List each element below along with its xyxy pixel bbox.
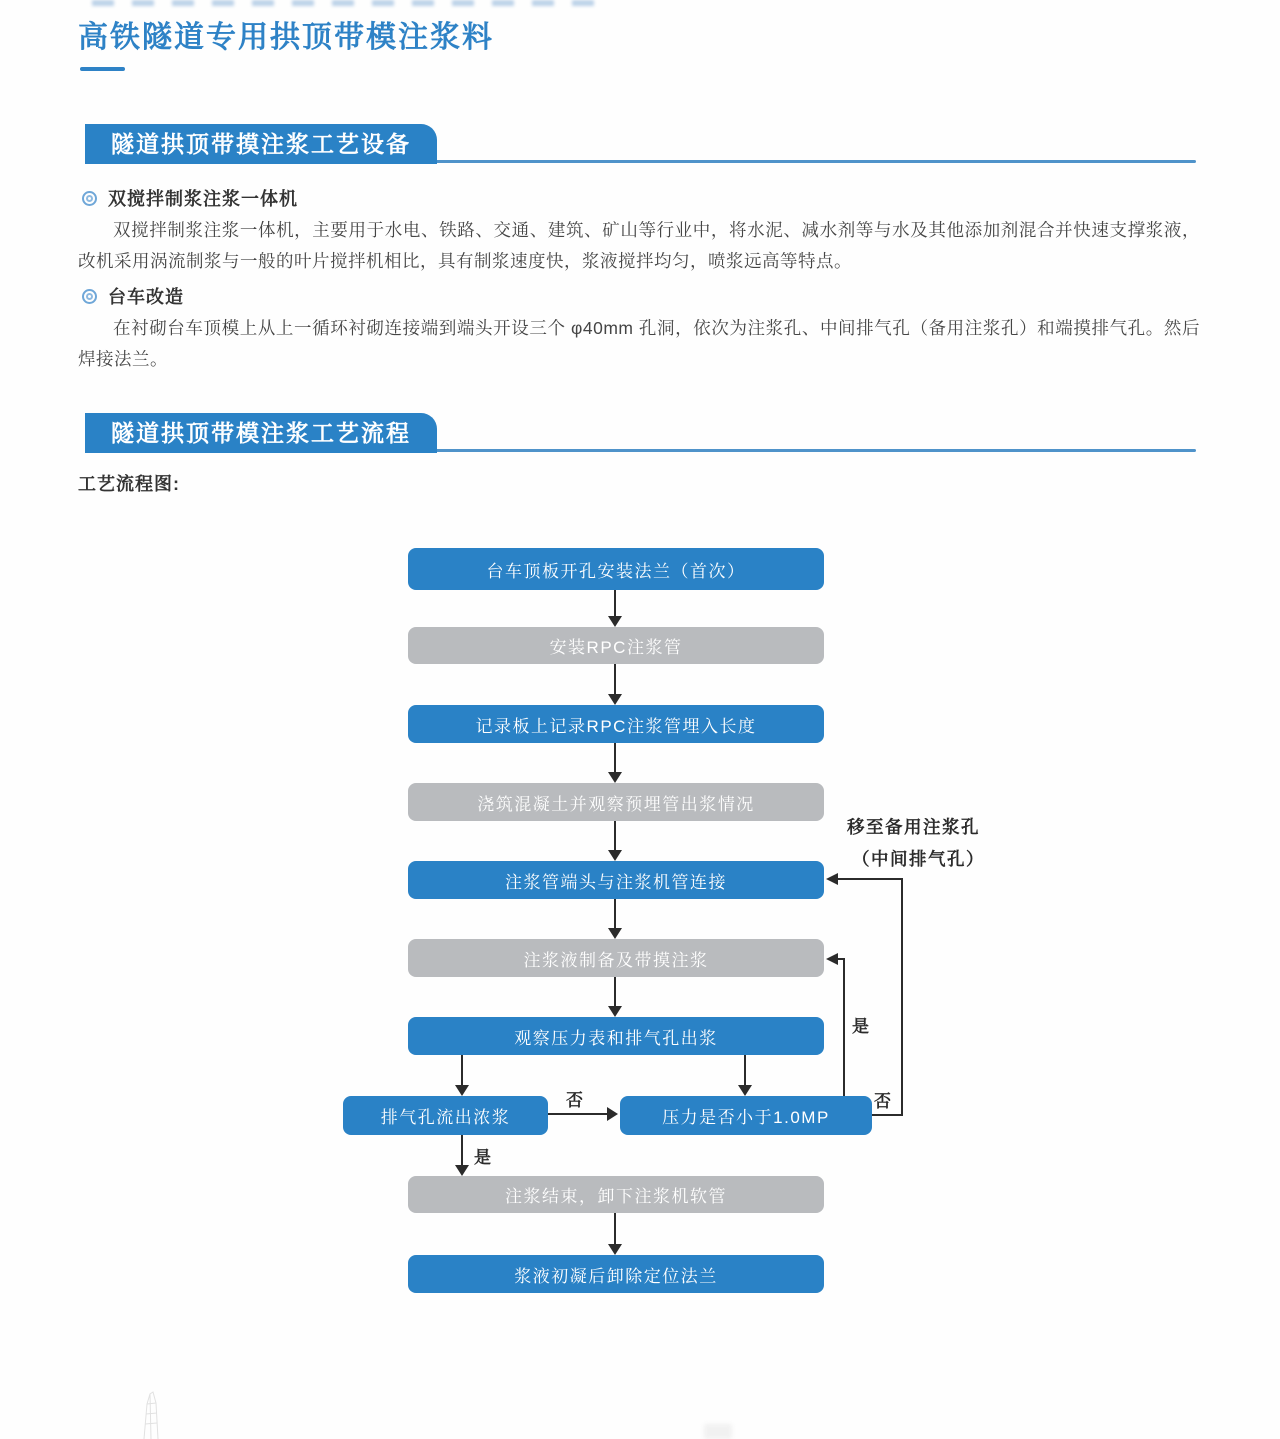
flow-connector-no-exit — [872, 1114, 903, 1116]
paragraph-mixer: 双搅拌制浆注浆一体机，主要用于水电、铁路、交通、建筑、矿山等行业中，将水泥、减水剂等与水及其他添加剂混合并快速支撑浆液，改机采用涡流制浆与一般的叶片搅拌机相比，具有制浆速度快，浆液搅拌均匀，喷浆远高等特点。 — [78, 220, 1200, 271]
page-title: 高铁隧道专用拱顶带模注浆料 — [78, 21, 494, 54]
flow-node-remove-flange: 浆液初凝后卸除定位法兰 — [408, 1255, 824, 1293]
flow-arrow-2 — [608, 664, 622, 705]
feedback-label-no: 否 — [874, 1092, 891, 1111]
banner-ribbon: 隧道拱顶带摸注浆工艺设备 — [85, 124, 437, 164]
flow-node-pour-concrete: 浇筑混凝土并观察预埋管出浆情况 — [408, 783, 824, 821]
bullet-item-mixer — [82, 185, 298, 211]
flow-connector-no-vertical — [901, 878, 903, 1116]
flow-arrow-8 — [608, 1213, 622, 1255]
bullet-item-trolley — [82, 283, 184, 309]
decision-label-no: 否 — [566, 1091, 583, 1110]
top-crop-artifact — [92, 0, 607, 6]
flow-arrow-4 — [608, 821, 622, 861]
flow-node-thick-grout: 排气孔流出浓浆 — [343, 1096, 548, 1135]
double-circle-bullet-icon — [82, 289, 97, 304]
feedback-label-yes: 是 — [852, 1017, 869, 1036]
flow-arrow-5 — [608, 899, 622, 939]
paragraph-trolley: 在衬砌台车顶模上从上一循环衬砌连接端到端头开设三个 φ40mm 孔洞，依次为注浆孔、中间排气孔（备用注浆孔）和端摸排气孔。然后焊接法兰。 — [78, 318, 1200, 369]
flow-node-connect-pipe: 注浆管端头与注浆机管连接 — [408, 861, 824, 899]
flowchart-caption: 工艺流程图: — [78, 474, 180, 494]
flow-arrow-yes-down — [455, 1135, 469, 1176]
flow-node-finish-grouting: 注浆结束，卸下注浆机软管 — [408, 1176, 824, 1213]
flow-arrow-1 — [608, 590, 622, 627]
flow-arrow-7-right — [738, 1055, 752, 1096]
section-banner-process — [85, 413, 1196, 453]
bullet-heading: 双搅拌制浆注浆一体机 — [108, 189, 298, 209]
annotation-line1: 移至备用注浆孔 — [847, 817, 980, 837]
flow-connector-no-arrowhead — [826, 873, 838, 885]
flow-connector-no-horizontal — [838, 878, 903, 880]
flow-arrow-no-right — [548, 1107, 618, 1121]
flow-connector-yes-arrowhead — [826, 953, 838, 965]
flow-connector-yes-horizontal — [838, 958, 845, 960]
flow-node-prepare-grout: 注浆液制备及带摸注浆 — [408, 939, 824, 977]
flow-node-observe-gauge: 观察压力表和排气孔出浆 — [408, 1017, 824, 1055]
flow-arrow-6 — [608, 977, 622, 1017]
decision-label-yes: 是 — [474, 1148, 491, 1167]
section-banner-equipment — [85, 124, 1196, 164]
flow-arrow-3 — [608, 743, 622, 783]
tower-watermark-icon — [126, 1390, 180, 1439]
bottom-crop-artifact — [704, 1424, 732, 1439]
flow-node-install-flange: 台车顶板开孔安装法兰（首次） — [408, 548, 824, 590]
flow-node-pressure-check: 压力是否小于1.0MP — [620, 1096, 872, 1135]
bullet-heading: 台车改造 — [108, 287, 184, 307]
flow-arrow-7-left — [455, 1055, 469, 1096]
title-underline — [80, 67, 125, 71]
flow-connector-yes-vertical — [843, 958, 845, 1096]
banner-ribbon: 隧道拱顶带模注浆工艺流程 — [85, 413, 437, 453]
flow-node-record-length: 记录板上记录RPC注浆管埋入长度 — [408, 705, 824, 743]
flow-node-install-rpc-pipe: 安装RPC注浆管 — [408, 627, 824, 664]
double-circle-bullet-icon — [82, 191, 97, 206]
annotation-line2: （中间排气孔） — [852, 849, 985, 869]
